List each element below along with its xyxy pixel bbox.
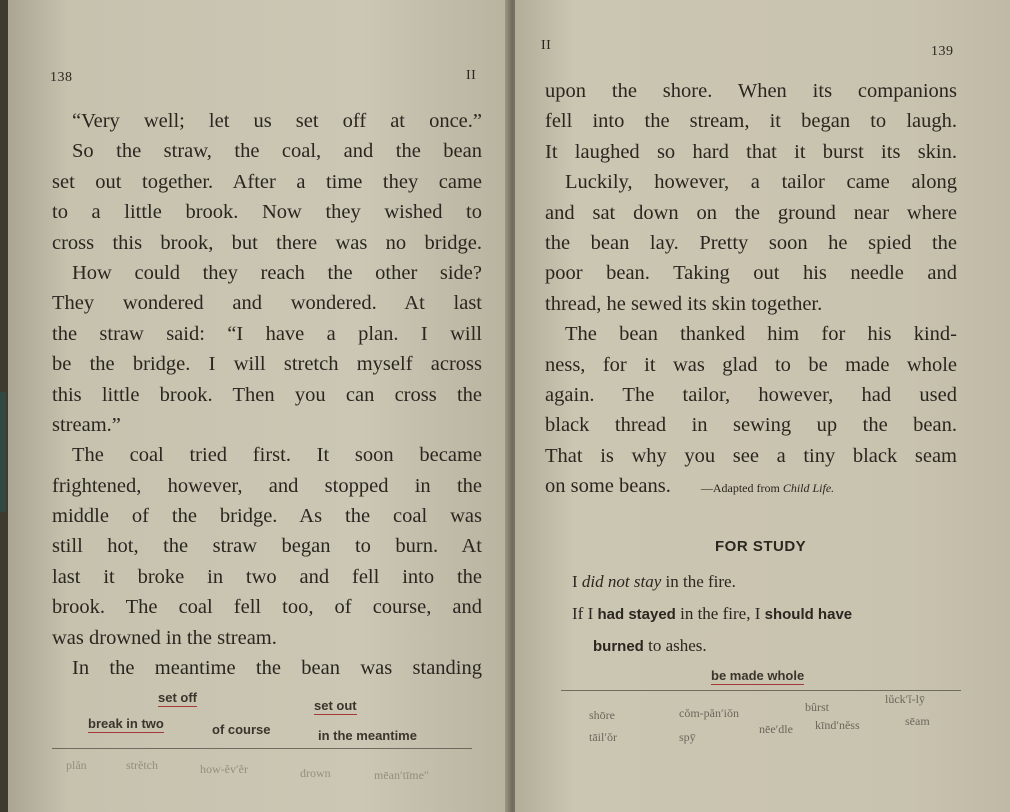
pron-kindness: kīnd′nĕss (815, 718, 860, 732)
left-footer-rule (52, 748, 472, 749)
left-page-line: So the straw, the coal, and the bean (72, 140, 482, 163)
left-page-line: “Very well; let us set off at once.” (72, 110, 482, 132)
left-page-line: In the meantime the bean was standing (72, 657, 482, 680)
left-page-line: still hot, the straw began to burn. At (52, 535, 482, 558)
right-page-number: 139 (931, 44, 954, 59)
study-line-1 (572, 572, 736, 592)
right-page-line: ness, for it was glad to be made whole (545, 353, 957, 376)
pron-stretch: strĕtch (126, 758, 158, 772)
left-page-line: last it broke in two and fell into the (52, 565, 482, 588)
study-line-3-bold: burned (593, 638, 644, 655)
left-page-line: the straw said: “I have a plan. I will (52, 322, 482, 345)
source-credit (701, 481, 834, 495)
pron-meantime: mēan′tīme″ (374, 768, 429, 782)
right-page-line: Luckily, however, a tailor came along (565, 171, 957, 194)
left-page-line: was drowned in the stream. (52, 626, 277, 649)
right-page-line: upon the shore. When its companions (545, 80, 957, 102)
study-line-3 (593, 636, 707, 656)
left-page-line: cross this brook, but there was no bridge. (52, 231, 482, 254)
phrase-set-out: set out (314, 698, 357, 713)
phrase-in-the-meantime: in the meantime (318, 728, 417, 743)
study-line-2-c: in the fire, I (680, 604, 761, 623)
right-footer-rule (561, 690, 961, 691)
left-page-line: frightened, however, and stopped in the (52, 474, 482, 497)
right-section-mark: II (541, 38, 552, 53)
right-page-line: again. The tailor, however, had used (545, 383, 957, 406)
phrase-of-course: of course (212, 722, 271, 737)
source-credit-title: Child Life. (782, 481, 835, 496)
pron-luckily: lŭck′ĭ-lȳ (885, 692, 925, 706)
pron-seam: sēam (905, 714, 930, 728)
right-page-line: That is why you see a tiny black seam (545, 444, 957, 467)
left-page (8, 0, 513, 812)
right-page-line: It laughed so hard that it burst its skin. (545, 140, 957, 163)
right-body-text (545, 76, 957, 501)
left-page-number: 138 (50, 70, 73, 85)
study-line-1-a: I (572, 572, 578, 591)
study-line-2-bold: had stayed (597, 606, 676, 623)
left-section-mark: II (466, 68, 477, 83)
right-page-line: thread, he sewed its skin together. (545, 292, 823, 315)
phrase-be-made-whole: be made whole (711, 668, 805, 683)
right-page-line: the bean lay. Pretty soon he spied the (545, 231, 957, 254)
left-page-line: be the bridge. I will stretch myself across (52, 353, 482, 376)
right-page-line: The bean thanked him for his kind- (565, 323, 957, 346)
study-line-2 (572, 604, 852, 624)
right-page-line: on some beans. —Adapted from Child Life. (545, 475, 835, 498)
left-page-line: They wondered and wondered. At last (52, 292, 482, 315)
pron-tailor: tāil′ŏr (589, 730, 617, 744)
source-credit-prefix: —Adapted from (700, 481, 783, 496)
right-page-line: black thread in sewing up the bean. (545, 414, 957, 437)
pron-needle: nēe′dle (759, 722, 793, 736)
pron-however: how-ĕv′ẽr (200, 762, 248, 776)
study-line-3-b: to ashes. (648, 636, 707, 655)
pron-plan: plăn (66, 758, 87, 772)
cover-edge (0, 392, 6, 512)
study-line-1-italic: did not stay (581, 572, 662, 591)
right-page (515, 0, 1010, 812)
phrase-break-in-two: break in two (88, 716, 164, 731)
pron-shore: shōre (589, 708, 615, 722)
pron-companion: cŏm-păn′iŏn (679, 706, 739, 720)
study-line-2-a: If I (572, 604, 594, 623)
right-page-line: poor bean. Taking out his needle and (545, 262, 957, 285)
left-page-line: The coal tried first. It soon became (72, 444, 482, 467)
left-page-line: to a little brook. Now they wished to (52, 201, 482, 224)
right-page-line: and sat down on the ground near where (545, 201, 957, 224)
left-body-text (52, 106, 482, 683)
pron-burst: bûrst (805, 700, 829, 714)
left-page-line: How could they reach the other side? (72, 261, 482, 284)
left-page-line: brook. The coal fell too, of course, and (52, 596, 482, 619)
phrase-set-off: set off (158, 690, 197, 705)
study-heading: FOR STUDY (715, 538, 807, 555)
study-line-1-c: in the fire. (665, 572, 736, 591)
right-page-line: fell into the stream, it began to laugh. (545, 110, 957, 133)
study-line-2-bold-2: should have (764, 606, 853, 623)
left-page-line: stream.” (52, 413, 121, 436)
left-page-line: set out together. After a time they came (52, 170, 482, 193)
left-page-line: middle of the bridge. As the coal was (52, 505, 482, 528)
pron-spy: spȳ (679, 730, 696, 744)
left-page-line: this little brook. Then you can cross the (52, 383, 482, 406)
pron-drown: drown (300, 766, 331, 780)
